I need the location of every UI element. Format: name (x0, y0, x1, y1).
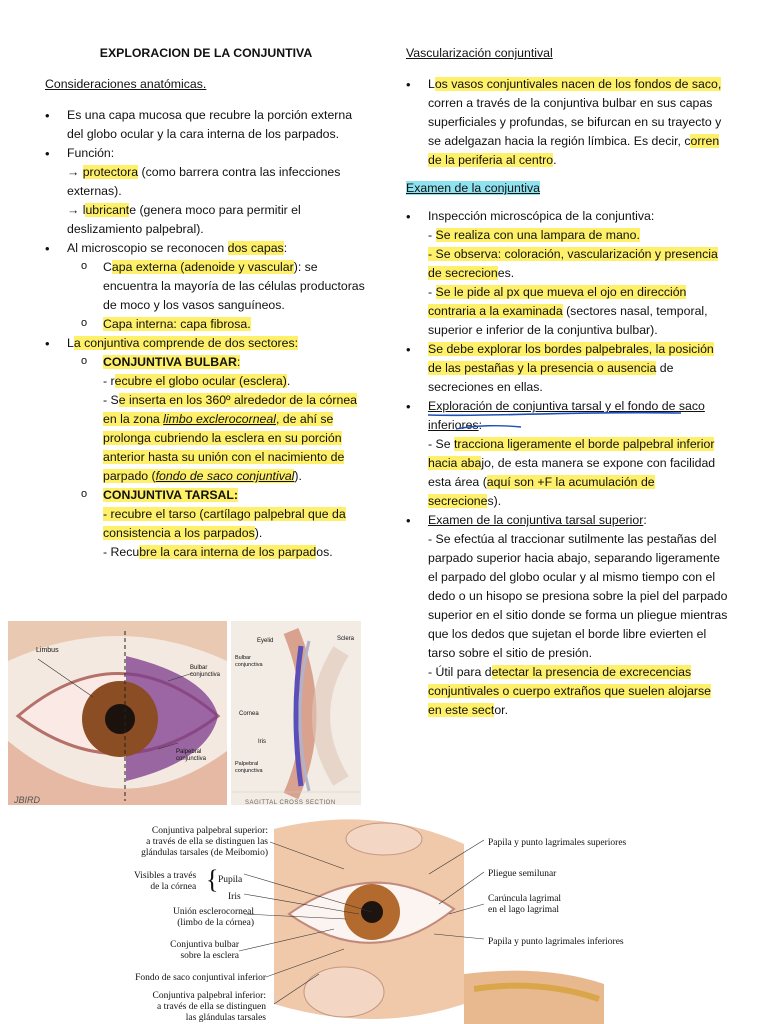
item-line: → lubricante (genera moco para permitir el deslizamiento palpebral). (67, 203, 301, 236)
eye-anatomy-figure (84, 814, 684, 1024)
label-pupila: Pupila (218, 875, 243, 885)
list-item: • Inspección microscópica de la conjuntiva: - Se realiza con una lampara de mano. - Se observa: coloración, vascularización y presencia de secreciones. - Se le pide al px que mueva el ojo en dirección contraria a la examinada (sectores nasal, temporal, superior e inferior de la conjuntiva bulbar). (406, 207, 728, 340)
label-sclera: Sclera (337, 636, 355, 642)
label-caruncula: Carúncula lagrimal en el lago lagrimal (488, 894, 562, 915)
label-bulbar: Bulbar conjunctiva (190, 665, 221, 678)
label-papila-superiores: Papila y punto lagrimales superiores (488, 838, 627, 848)
list-item: • Al microscopio se reconocen dos capas: o Capa externa (adenoide y vascular): se encuentra la mayoría de las células productoras de moco y los vasos sanguíneos. o Capa interna: capa fibrosa. (45, 239, 367, 334)
label-palpebral: Palpebral conjunctiva (235, 761, 263, 774)
label-fondo-saco: Fondo de saco conjuntival inferior (135, 973, 266, 983)
label-palpebral-inferior: Conjuntiva palpebral inferior: a través de ella se distinguen las glándulas tarsales (152, 991, 266, 1023)
label-papila-inferiores: Papila y punto lagrimales inferiores (488, 937, 624, 947)
figure-caption: SAGITTAL CROSS SECTION (245, 800, 336, 805)
section-heading-exam: Examen de la conjuntiva (406, 181, 540, 195)
label-iris: Iris (258, 739, 266, 745)
label-conjuntiva-bulbar: Conjuntiva bulbar sobre la esclera (170, 940, 239, 961)
item-text: • Función: (67, 146, 115, 160)
eye-frontal-figure (8, 621, 227, 805)
label-eyelid: Eyelid (257, 638, 274, 644)
label-iris: Iris (228, 892, 241, 902)
section-heading-anatomy: Consideraciones anatómicas. (45, 77, 207, 91)
section-heading-vascularization: Vascularización conjuntival (406, 46, 553, 60)
list-item: • La conjuntiva comprende de dos sectores: o CONJUNTIVA BULBAR: - recubre el globo ocular (esclera). - Se inserta en los 360º alrededor de la córnea en la zona limbo exclerocorneal, de ahí se prolonga cubriendo la esclera en su porción anterior hasta su unión con el nacimiento de parpado (fondo de saco conjuntival). o CONJUNTIVA TARSAL: - recubre el tarso (cartílago palpebral que da consistencia a los parpados). - Recubre la cara interna de los parpados. (45, 334, 367, 562)
eye-sagittal-figure (231, 621, 361, 805)
sub-item: o Capa interna: capa fibrosa. (81, 315, 367, 334)
label-palpebral-superior: Conjuntiva palpebral superior: a través de ella se distinguen las glándulas tarsales (de Meibomio) (141, 826, 268, 858)
list-item: • Exploración de conjuntiva tarsal y el fondo de saco inferiores: - Se tracciona ligeramente el borde palpebral inferior hacia abajo, de esta manera se expone con facilidad esta área (aquí son +F la acumulación de secreciones). (406, 397, 728, 511)
list-item: • Examen de la conjuntiva tarsal superior: - Se efectúa al traccionar sutilmente las pestañas del parpado superior hacia abajo, separando ligeramente el parpado del globo ocular y al mismo tiempo con el dedo o un hisopo se presiona sobre la piel del parpado superior en el sitio donde se forma un pliegue mientras que los dedos que sujetan el borde libre evierten el tarso sobre el sitio de presión. - Útil para detectar la presencia de excrecencias conjuntivales o cuerpo extraños que suelen alojarse en este sector. (406, 511, 728, 720)
sub-item-bulbar: o CONJUNTIVA BULBAR: - recubre el globo ocular (esclera). - Se inserta en los 360º alrededor de la córnea en la zona limbo exclerocorneal, de ahí se prolonga cubriendo la esclera en su porción anterior hasta su unión con el nacimiento de parpado (fondo de saco conjuntival). (81, 353, 367, 486)
label-bulbar: Bulbar conjunctiva (235, 655, 263, 668)
list-item: • Se debe explorar los bordes palpebrales, la posición de las pestañas y la presencia o ausencia de secreciones en ellas. (406, 340, 728, 397)
label-limbus: Limbus (36, 647, 59, 654)
label-limbo: Unión esclerocorneal (limbo de la córnea) (173, 907, 254, 928)
item-line: → protectora (como barrera contra las infecciones externas). (67, 165, 341, 198)
label-palpebral: Palpebral conjunctiva (176, 749, 207, 762)
label-brace: { (206, 865, 219, 894)
list-item (45, 106, 367, 144)
signature: JBIRD (14, 795, 41, 805)
sub-item: o Capa externa (adenoide y vascular): se encuentra la mayoría de las células productoras de moco y los vasos sanguíneos. (81, 258, 367, 315)
anatomy-list (45, 106, 367, 562)
page-title: EXPLORACION DE LA CONJUNTIVA (99, 46, 313, 60)
sub-item-tarsal: o CONJUNTIVA TARSAL: - recubre el tarso (cartílago palpebral que da consistencia a los parpados). - Recubre la cara interna de los parpados. (81, 486, 367, 562)
right-column (406, 44, 728, 720)
list-item: • Los vasos conjuntivales nacen de los fondos de saco, corren a través de la conjuntiva bulbar en sus capas superficiales y profundas, se bifurcan en su trayecto y se adelgazan hacia la región límbica. Es decir, corren de la periferia al centro. (406, 75, 728, 170)
item-text: Es una capa mucosa que recubre la porción externa del globo ocular y la cara interna de los parpados. (67, 108, 353, 141)
left-column (45, 44, 367, 562)
label-pliegue: Pliegue semilunar (488, 869, 557, 879)
label-visible-cornea: Visibles a través de la córnea (134, 871, 197, 892)
label-cornea: Cornea (239, 711, 259, 717)
list-item (45, 144, 367, 239)
